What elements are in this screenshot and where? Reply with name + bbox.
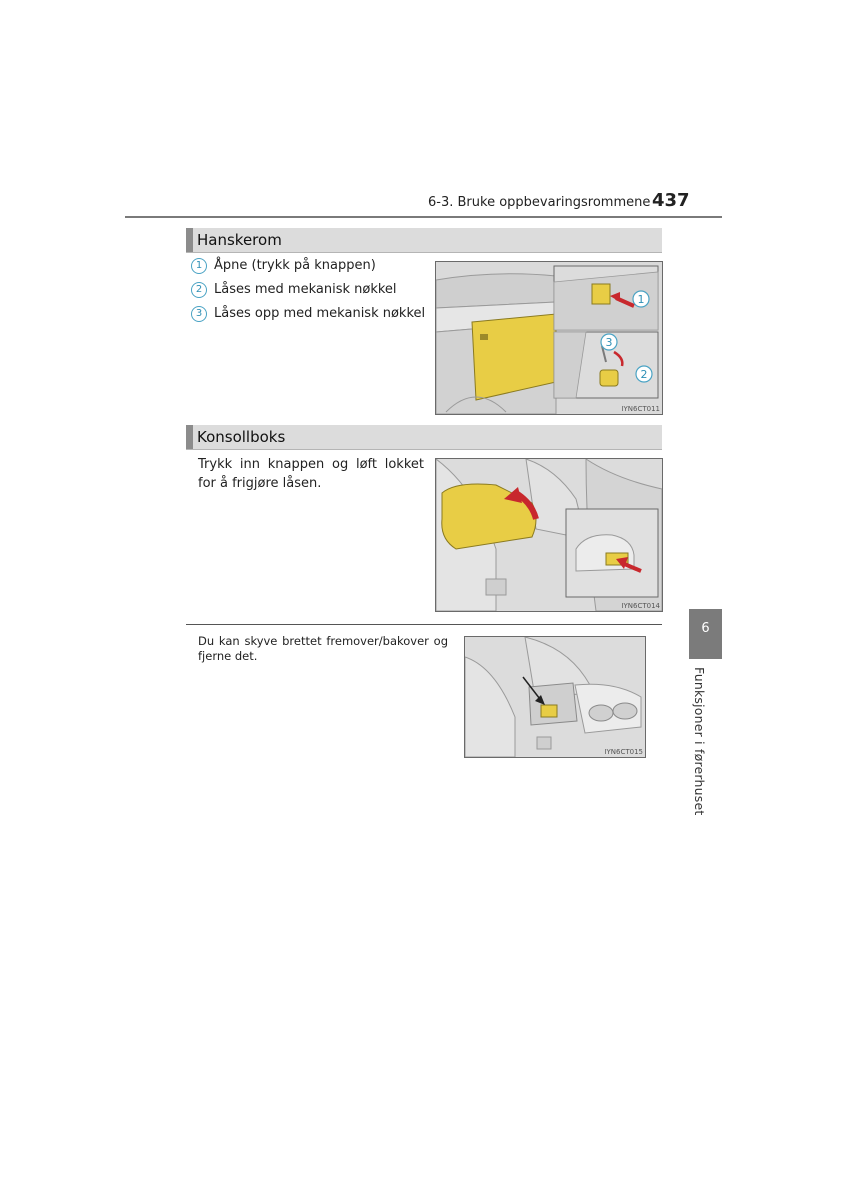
section-header: 6-3. Bruke oppbevaringsrommene xyxy=(428,195,651,210)
callout-3: 3 xyxy=(605,336,613,349)
figure-code: IYN6CT011 xyxy=(621,405,660,413)
chapter-number: 6 xyxy=(701,621,710,636)
header-rule xyxy=(125,216,722,218)
callout-2: 2 xyxy=(640,368,648,381)
tray-text: Du kan skyve brettet fremover/bakover og fjerne det. xyxy=(198,634,448,663)
chapter-tab[interactable] xyxy=(689,609,722,659)
section-accent xyxy=(186,425,193,449)
list-item-text: Låses opp med mekanisk nøkkel xyxy=(214,306,426,321)
section-accent xyxy=(186,228,193,252)
list-item xyxy=(191,306,425,322)
list-item xyxy=(191,258,376,274)
tray-illustration xyxy=(464,636,646,758)
list-item xyxy=(191,282,397,298)
number-badge: 2 xyxy=(191,282,207,298)
section-heading-console-box xyxy=(186,425,662,450)
console-box-illustration xyxy=(435,458,663,612)
console-box-text: Trykk inn knappen og løft lokket for å frigjøre låsen. xyxy=(198,457,424,491)
number-badge: 3 xyxy=(191,306,207,322)
glovebox-illustration xyxy=(435,261,663,415)
page-number: 437 xyxy=(652,190,690,211)
callout-1: 1 xyxy=(637,293,645,306)
figure-code: IYN6CT014 xyxy=(621,602,660,610)
list-item-text: Låses med mekanisk nøkkel xyxy=(214,282,397,297)
chapter-label: Funksjoner i førerhuset xyxy=(692,667,707,816)
section-title: Konsollboks xyxy=(197,428,286,446)
list-item-text: Åpne (trykk på knappen) xyxy=(214,258,376,273)
figure-code: IYN6CT015 xyxy=(604,748,643,756)
number-badge: 1 xyxy=(191,258,207,274)
section-divider xyxy=(186,624,662,625)
section-heading-glovebox xyxy=(186,228,662,253)
section-title: Hanskerom xyxy=(197,231,282,249)
